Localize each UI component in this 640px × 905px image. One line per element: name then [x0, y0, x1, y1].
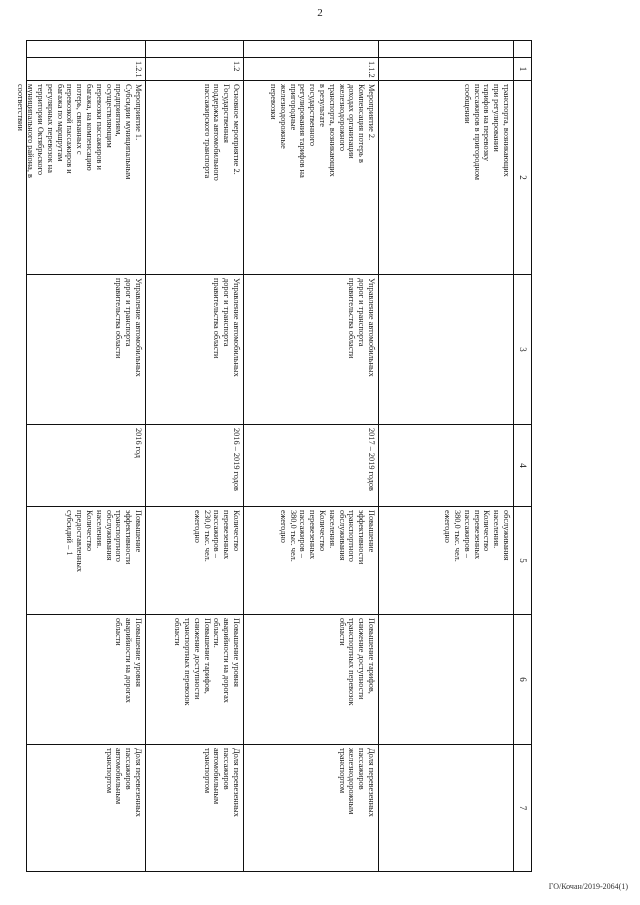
event-name-cell: Мероприятие 2. Компенсация потерь в доходах организации железнодорожного транспорта, возникающих в результате государственного регулирования тарифов на пригородные железнодорожные перевозки — [244, 81, 378, 275]
row-number: 1.2.1 — [27, 58, 145, 81]
header-cell-1: 1 — [514, 58, 531, 81]
row-margin-cell — [244, 41, 378, 58]
executor-cell — [379, 275, 513, 425]
period-cell: 2017 – 2019 годов — [244, 425, 378, 507]
document-stamp: ГО/Кочан/2019-2064(1) — [548, 882, 628, 891]
table-header-row — [513, 41, 531, 871]
measures-table — [16, 40, 532, 872]
consequences-cell — [379, 615, 513, 745]
table-row — [243, 41, 378, 871]
header-cell-5: 5 — [514, 507, 531, 615]
header-cell-4: 4 — [514, 425, 531, 507]
period-cell — [379, 425, 513, 507]
period-cell: 2016 – 2019 годов — [146, 425, 243, 507]
indicator-cell: Доля перевезенных пассажиров автомобильным транспортом — [202, 748, 241, 817]
consequences-cell: Повышение уровня аварийности на дорогах области. Повышение тарифов, снижение доступности транспортных перевозок области — [146, 615, 243, 745]
row-margin-cell — [379, 41, 513, 58]
row-margin-cell — [27, 41, 145, 58]
expected-result-cell: Повышение эффективности транспортного обслуживания населения. Количество перевезенных пассажиров – 380,0 тыс. чел. ежегодно — [244, 507, 378, 615]
row-number — [379, 58, 513, 81]
header-cell-7: 7 — [518, 805, 528, 811]
event-name-cell: транспорта, возникающих при регулировании тарифов на перевозку пассажиров в пригородном сообщении — [379, 81, 513, 275]
consequences-cell: Повышение тарифов, снижение доступности транспортных перевозок области — [244, 615, 378, 745]
header-cell-2: 2 — [514, 81, 531, 275]
header-cell-empty — [514, 41, 531, 58]
page-number: 2 — [317, 7, 323, 19]
expected-result-cell: Количество перевезенных пассажиров – 230,0 тыс. чел. ежегодно — [146, 507, 243, 615]
table-row — [378, 41, 513, 871]
table-row — [16, 41, 145, 871]
executor-cell: Управление автомобильных дорог и транспорта правительства области — [244, 275, 378, 425]
consequences-cell: Повышение уровня аварийности на дорогах области — [27, 615, 145, 745]
event-name-cell: Основное мероприятие 2. Государственная поддержка автомобильного пассажирского транспорта — [146, 81, 243, 275]
header-cell-6: 6 — [514, 615, 531, 745]
event-name-cell: Мероприятие 1. Субсидии муниципальным предприятиям, осуществляющим перевозки пассажиров и багажа, на компенсацию потерь, связанных с перевозкой пассажиров и багажа по маршрутам регулярных перевозок на территории Октябрьского муниципального района, в соответствии — [27, 81, 145, 275]
expected-result-cell: Повышение эффективности транспортного обслуживания населения. Количество предоставленных субсидий – 1 — [27, 507, 145, 615]
expected-result-cell: обслуживания населения. Количество перевезенных пассажиров – 380,0 тыс. чел. ежегодно — [379, 507, 513, 615]
row-margin-cell — [146, 41, 243, 58]
indicator-cell — [379, 745, 513, 871]
indicator-cell: Доля перевезенных пассажиров железнодорожным транспортом — [337, 748, 376, 817]
executor-cell: Управление автомобильных дорог и транспорта правительства области — [146, 275, 243, 425]
executor-cell: Управление автомобильных дорог и транспорта правительства области — [27, 275, 145, 425]
table-row — [145, 41, 243, 871]
row-number: 1.1.2 — [244, 58, 378, 81]
row-number: 1.2 — [146, 58, 243, 81]
indicator-cell: Доля перевезенных пассажиров автомобильным транспортом — [104, 748, 143, 817]
header-cell-3: 3 — [514, 275, 531, 425]
period-cell: 2016 год — [27, 425, 145, 507]
